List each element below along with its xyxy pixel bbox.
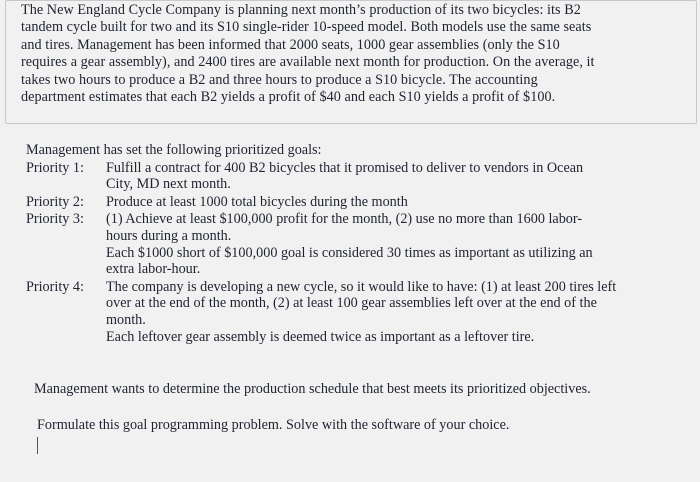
problem-statement-line: The New England Cycle Company is planning next month’s production of its two bicycles: its B2 [21, 2, 581, 18]
priority-label: Priority 3: [26, 211, 84, 228]
priority-4 [26, 279, 686, 345]
priority-1 [26, 160, 686, 193]
priority-text [106, 194, 686, 211]
priority-line: Fulfill a contract for 400 B2 bicycles that it promised to deliver to vendors in Ocean [106, 159, 584, 176]
priority-line: Each leftover gear assembly is deemed twice as important as a leftover tire. [106, 328, 535, 345]
priority-line: hours during a month. [106, 227, 232, 244]
goals-heading: Management has set the following prioritized goals: [26, 142, 322, 158]
priority-line: over at the end of the month, (2) at least 100 gear assemblies left over at the end of the [106, 295, 597, 312]
priority-text [106, 160, 686, 193]
priority-line: City, MD next month. [106, 176, 231, 193]
priority-line: Each $1000 short of $100,000 goal is considered 30 times as important as utilizing an [106, 244, 593, 261]
objective-paragraph: Management wants to determine the production schedule that best meets its prioritized objectives. [34, 381, 591, 397]
formulate-paragraph: Formulate this goal programming problem. Solve with the software of your choice. [37, 417, 510, 433]
problem-statement-line: department estimates that each B2 yields a profit of $40 and each S10 yields a profit of $100. [21, 89, 556, 106]
text-cursor[interactable] [37, 437, 38, 454]
problem-statement-line: requires a gear assembly), and 2400 tires are available next month for production. On the average, it [21, 54, 595, 71]
problem-statement-line: and tires. Management has been informed that 2000 seats, 1000 gear assemblies (only the S10 [21, 36, 560, 53]
priority-2 [26, 194, 686, 211]
problem-statement-line: takes two hours to produce a B2 and three hours to produce a S10 bicycle. The accounting [21, 71, 538, 88]
priority-line: The company is developing a new cycle, so it would like to have: (1) at least 200 tires left [106, 278, 617, 295]
priority-label: Priority 4: [26, 278, 84, 295]
priority-line: month. [106, 311, 146, 328]
priority-line: (1) Achieve at least $100,000 profit for the month, (2) use no more than 1600 labor- [106, 211, 583, 228]
goals-section [26, 142, 686, 345]
priority-label: Priority 1: [26, 159, 84, 176]
problem-statement [21, 2, 687, 106]
priority-line: Produce at least 1000 total bicycles during the month [106, 193, 408, 210]
problem-statement-line: tandem cycle built for two and its S10 single-rider 10-speed model. Both models use the same seats [21, 19, 592, 36]
priority-3 [26, 211, 686, 277]
priority-text [106, 279, 686, 345]
priority-line: extra labor-hour. [106, 261, 201, 278]
priority-label: Priority 2: [26, 193, 84, 210]
priority-text [106, 211, 686, 277]
